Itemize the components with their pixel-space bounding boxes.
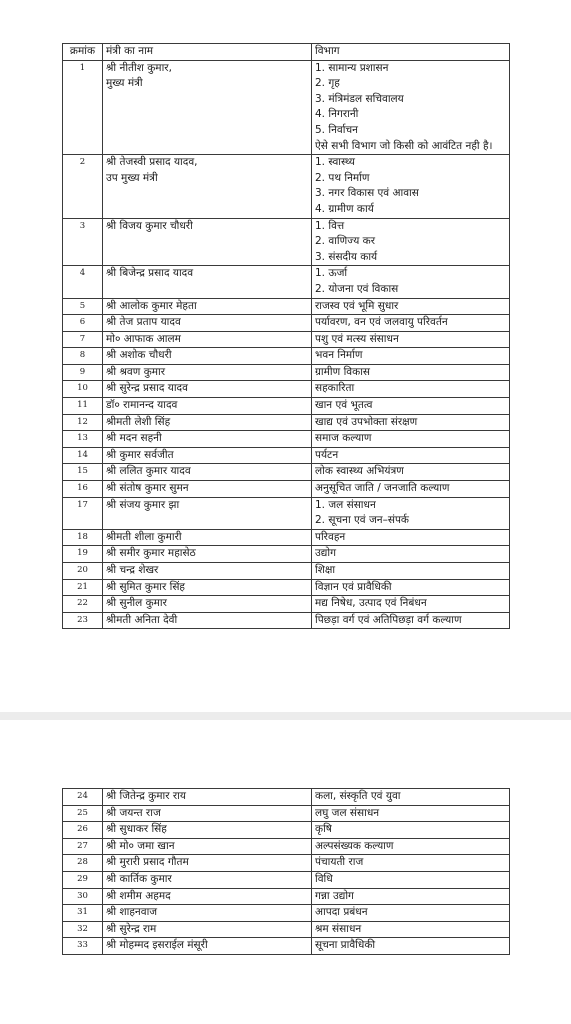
table-row	[63, 789, 510, 806]
department-cell	[312, 218, 510, 266]
cell-line: उप मुख्य मंत्री	[106, 171, 158, 184]
department-cell	[312, 155, 510, 218]
cell-line: 4. निगरानी	[315, 108, 359, 121]
serial-number-cell: 30	[63, 888, 103, 905]
minister-name-cell	[103, 579, 312, 596]
serial-number-cell: 14	[63, 447, 103, 464]
table-row	[63, 348, 510, 365]
table-row	[63, 60, 510, 155]
cell-line: 3. मंत्रिमंडल सचिवालय	[315, 92, 404, 105]
table-row	[63, 838, 510, 855]
minister-name-cell	[103, 888, 312, 905]
cell-line: श्री सुरेन्द्र राम	[106, 922, 157, 935]
department-cell	[312, 563, 510, 580]
cell-line: अनुसूचित जाति / जनजाति कल्याण	[315, 482, 450, 495]
cell-line: कृषि	[315, 823, 332, 836]
minister-name-cell	[103, 481, 312, 498]
cell-line: श्री नीतीश कुमार,	[106, 61, 172, 74]
cell-line: श्री सुरेन्द्र प्रसाद यादव	[106, 382, 188, 395]
minister-name-cell	[103, 381, 312, 398]
document-page-2	[0, 720, 571, 1024]
cell-line: 3. नगर विकास एवं आवास	[315, 187, 419, 200]
department-cell	[312, 921, 510, 938]
serial-number-cell: 7	[63, 331, 103, 348]
cell-line: लोक स्वास्थ्य अभियंत्रण	[315, 465, 404, 478]
table-row	[63, 529, 510, 546]
serial-number-cell: 27	[63, 838, 103, 855]
department-cell	[312, 331, 510, 348]
minister-name-cell	[103, 855, 312, 872]
cell-line: श्री शमीम अहमद	[106, 889, 171, 902]
table-row	[63, 938, 510, 955]
table-row	[63, 331, 510, 348]
department-cell	[312, 348, 510, 365]
cell-line: श्री सुमित कुमार सिंह	[106, 580, 185, 593]
minister-name-cell	[103, 563, 312, 580]
serial-number-cell: 10	[63, 381, 103, 398]
serial-number-cell: 8	[63, 348, 103, 365]
cell-line: श्री कार्तिक कुमार	[106, 872, 172, 885]
department-cell	[312, 298, 510, 315]
department-cell	[312, 905, 510, 922]
department-cell	[312, 481, 510, 498]
table-row	[63, 579, 510, 596]
cell-line: शिक्षा	[315, 564, 336, 576]
department-cell	[312, 789, 510, 806]
table-row	[63, 497, 510, 529]
cell-line: श्री संजय कुमार झा	[106, 498, 180, 511]
cell-line: श्री मदन सहनी	[106, 432, 162, 445]
table-body	[63, 60, 510, 629]
cell-line: श्री आलोक कुमार मेहता	[106, 299, 197, 312]
cell-line: श्री सुधाकर सिंह	[106, 823, 167, 836]
cell-line: 1. वित्त	[315, 219, 345, 232]
department-cell	[312, 447, 510, 464]
cell-line: उद्योग	[315, 547, 336, 560]
cell-line: श्री विजय कुमार चौधरी	[106, 219, 193, 232]
cell-line: श्री चन्द्र शेखर	[106, 564, 159, 576]
department-cell	[312, 266, 510, 298]
minister-name-cell	[103, 447, 312, 464]
cell-line: श्री तेज प्रताप यादव	[106, 316, 181, 329]
cell-line: मद्य निषेध, उत्पाद एवं निबंधन	[315, 597, 427, 610]
cell-line: श्री शाहनवाज	[106, 906, 158, 919]
serial-number-cell: 4	[63, 266, 103, 298]
table-row	[63, 546, 510, 563]
cell-line: 1. जल संसाधन	[315, 498, 376, 511]
table-row	[63, 805, 510, 822]
serial-number-cell: 12	[63, 414, 103, 431]
serial-number-cell: 31	[63, 905, 103, 922]
serial-number-cell: 16	[63, 481, 103, 498]
cell-line: 2. सूचना एवं जन–संपर्क	[315, 514, 409, 527]
department-cell	[312, 855, 510, 872]
department-cell	[312, 579, 510, 596]
serial-number-cell: 3	[63, 218, 103, 266]
cell-line: भवन निर्माण	[315, 349, 363, 362]
department-cell	[312, 596, 510, 613]
department-cell	[312, 381, 510, 398]
cell-line: खान एवं भूतत्व	[315, 399, 373, 412]
minister-name-header: मंत्री का नाम	[103, 44, 312, 61]
minister-name-cell	[103, 348, 312, 365]
cell-line: कला, संस्कृति एवं युवा	[315, 790, 401, 802]
minister-name-cell	[103, 155, 312, 218]
department-cell	[312, 398, 510, 415]
serial-number-cell: 1	[63, 60, 103, 155]
department-cell	[312, 497, 510, 529]
cell-line: श्री जितेन्द्र कुमार राय	[106, 790, 186, 802]
ministers-table-part-1	[62, 43, 510, 629]
department-header: विभाग	[312, 44, 510, 61]
serial-number-cell: 15	[63, 464, 103, 481]
cell-line: 5. निर्वाचन	[315, 123, 358, 136]
minister-name-cell	[103, 612, 312, 629]
cell-line: पंचायती राज	[315, 856, 364, 869]
cell-line: श्रीमती अनिता देवी	[106, 613, 178, 626]
cell-line: 1. ऊर्जा	[315, 267, 348, 280]
table-header-row	[63, 44, 510, 61]
table-row	[63, 447, 510, 464]
serial-number-cell: 5	[63, 298, 103, 315]
cell-line: श्रीमती शीला कुमारी	[106, 530, 182, 543]
serial-number-cell: 23	[63, 612, 103, 629]
cell-line: श्रम संसाधन	[315, 922, 362, 935]
cell-line: श्री मुरारी प्रसाद गौतम	[106, 856, 189, 869]
cell-line: लघु जल संसाधन	[315, 806, 380, 819]
cell-line: समाज कल्याण	[315, 432, 372, 445]
cell-line: 1. स्वास्थ्य	[315, 156, 356, 169]
table-body	[63, 789, 510, 955]
minister-name-cell	[103, 398, 312, 415]
minister-name-cell	[103, 60, 312, 155]
cell-line: श्री जयन्त राज	[106, 806, 161, 819]
cell-line: श्री सुनील कुमार	[106, 597, 167, 610]
cell-line: राजस्व एवं भूमि सुधार	[315, 299, 399, 312]
cell-line: पिछड़ा वर्ग एवं अतिपिछड़ा वर्ग कल्याण	[315, 613, 462, 626]
cell-line: श्री श्रवण कुमार	[106, 365, 166, 378]
cell-line: 2. वाणिज्य कर	[315, 235, 376, 248]
cell-line: 2. योजना एवं विकास	[315, 282, 399, 295]
serial-number-cell: 13	[63, 431, 103, 448]
table-row	[63, 266, 510, 298]
minister-name-cell	[103, 431, 312, 448]
minister-name-cell	[103, 921, 312, 938]
minister-name-cell	[103, 364, 312, 381]
minister-name-cell	[103, 938, 312, 955]
cell-line: आपदा प्रबंधन	[315, 906, 368, 919]
table-row	[63, 431, 510, 448]
serial-number-cell: 22	[63, 596, 103, 613]
minister-name-cell	[103, 871, 312, 888]
table-row	[63, 871, 510, 888]
cell-line: परिवहन	[315, 530, 346, 543]
minister-name-cell	[103, 789, 312, 806]
cell-line: विज्ञान एवं प्रावैधिकी	[315, 580, 392, 593]
serial-number-cell: 9	[63, 364, 103, 381]
department-cell	[312, 838, 510, 855]
table-row	[63, 381, 510, 398]
serial-number-cell: 33	[63, 938, 103, 955]
serial-number-cell: 20	[63, 563, 103, 580]
table-row	[63, 855, 510, 872]
table-row	[63, 398, 510, 415]
table-row	[63, 155, 510, 218]
cell-line: श्री संतोष कुमार सुमन	[106, 482, 189, 495]
department-cell	[312, 464, 510, 481]
serial-number-cell: 2	[63, 155, 103, 218]
department-cell	[312, 805, 510, 822]
serial-number-cell: 6	[63, 315, 103, 332]
minister-name-cell	[103, 822, 312, 839]
table-row	[63, 464, 510, 481]
department-cell	[312, 431, 510, 448]
table-row	[63, 364, 510, 381]
cell-line: पशु एवं मत्स्य संसाधन	[315, 332, 399, 345]
cell-line: डॉ० रामानन्द यादव	[106, 399, 178, 412]
cell-line: श्री ललित कुमार यादव	[106, 465, 191, 478]
table-row	[63, 315, 510, 332]
serial-number-cell: 11	[63, 398, 103, 415]
cell-line: श्री अशोक चौधरी	[106, 349, 172, 362]
department-cell	[312, 888, 510, 905]
cell-line: श्रीमती लेशी सिंह	[106, 415, 171, 428]
serial-number-cell: 18	[63, 529, 103, 546]
department-cell	[312, 822, 510, 839]
table-row	[63, 921, 510, 938]
table-row	[63, 612, 510, 629]
serial-number-cell: 24	[63, 789, 103, 806]
ministers-table-part-2	[62, 788, 510, 955]
department-cell	[312, 414, 510, 431]
serial-number-header: क्रमांक	[63, 44, 103, 61]
serial-number-cell: 28	[63, 855, 103, 872]
serial-number-cell: 26	[63, 822, 103, 839]
minister-name-cell	[103, 464, 312, 481]
cell-line: खाद्य एवं उपभोक्ता संरक्षण	[315, 415, 418, 428]
cell-line: ग्रामीण विकास	[315, 365, 371, 378]
cell-line: अल्पसंख्यक कल्याण	[315, 839, 394, 852]
cell-line: 1. सामान्य प्रशासन	[315, 61, 389, 74]
serial-number-cell: 21	[63, 579, 103, 596]
cell-line: ऐसे सभी विभाग जो किसी को आवंटित नही है।	[315, 139, 493, 152]
minister-name-cell	[103, 298, 312, 315]
table-row	[63, 888, 510, 905]
cell-line: पर्यावरण, वन एवं जलवायु परिवर्तन	[315, 316, 448, 329]
cell-line: पर्यटन	[315, 448, 339, 461]
department-cell	[312, 60, 510, 155]
serial-number-cell: 29	[63, 871, 103, 888]
cell-line: श्री समीर कुमार महासेठ	[106, 547, 196, 560]
minister-name-cell	[103, 596, 312, 613]
minister-name-cell	[103, 546, 312, 563]
cell-line: 2. पथ निर्माण	[315, 171, 370, 184]
department-cell	[312, 612, 510, 629]
department-cell	[312, 871, 510, 888]
department-cell	[312, 315, 510, 332]
table-row	[63, 414, 510, 431]
cell-line: श्री कुमार सर्वजीत	[106, 448, 174, 461]
minister-name-cell	[103, 529, 312, 546]
cell-line: 4. ग्रामीण कार्य	[315, 202, 374, 215]
table-row	[63, 218, 510, 266]
department-cell	[312, 529, 510, 546]
cell-line: सूचना प्रावैधिकी	[315, 939, 376, 952]
table-row	[63, 596, 510, 613]
minister-name-cell	[103, 266, 312, 298]
minister-name-cell	[103, 315, 312, 332]
table-row	[63, 298, 510, 315]
minister-name-cell	[103, 331, 312, 348]
minister-name-cell	[103, 838, 312, 855]
cell-line: श्री बिजेन्द्र प्रसाद यादव	[106, 267, 194, 280]
cell-line: श्री मो० जमा खान	[106, 839, 175, 852]
cell-line: मो० आफाक आलम	[106, 332, 181, 345]
cell-line: श्री मोहम्मद इसराईल मंसूरी	[106, 939, 208, 952]
cell-line: गन्ना उद्योग	[315, 889, 354, 902]
table-row	[63, 563, 510, 580]
serial-number-cell: 32	[63, 921, 103, 938]
cell-line: सहकारिता	[315, 382, 355, 395]
minister-name-cell	[103, 218, 312, 266]
page-separator	[0, 712, 571, 720]
minister-name-cell	[103, 905, 312, 922]
minister-name-cell	[103, 805, 312, 822]
cell-line: विधि	[315, 872, 333, 885]
table-row	[63, 822, 510, 839]
department-cell	[312, 364, 510, 381]
serial-number-cell: 25	[63, 805, 103, 822]
minister-name-cell	[103, 414, 312, 431]
cell-line: 2. गृह	[315, 77, 340, 90]
department-cell	[312, 546, 510, 563]
table-row	[63, 905, 510, 922]
cell-line: 3. संसदीय कार्य	[315, 250, 378, 263]
cell-line: श्री तेजस्वी प्रसाद यादव,	[106, 156, 198, 169]
cell-line: मुख्य मंत्री	[106, 77, 143, 90]
serial-number-cell: 17	[63, 497, 103, 529]
serial-number-cell: 19	[63, 546, 103, 563]
table-row	[63, 481, 510, 498]
minister-name-cell	[103, 497, 312, 529]
department-cell	[312, 938, 510, 955]
